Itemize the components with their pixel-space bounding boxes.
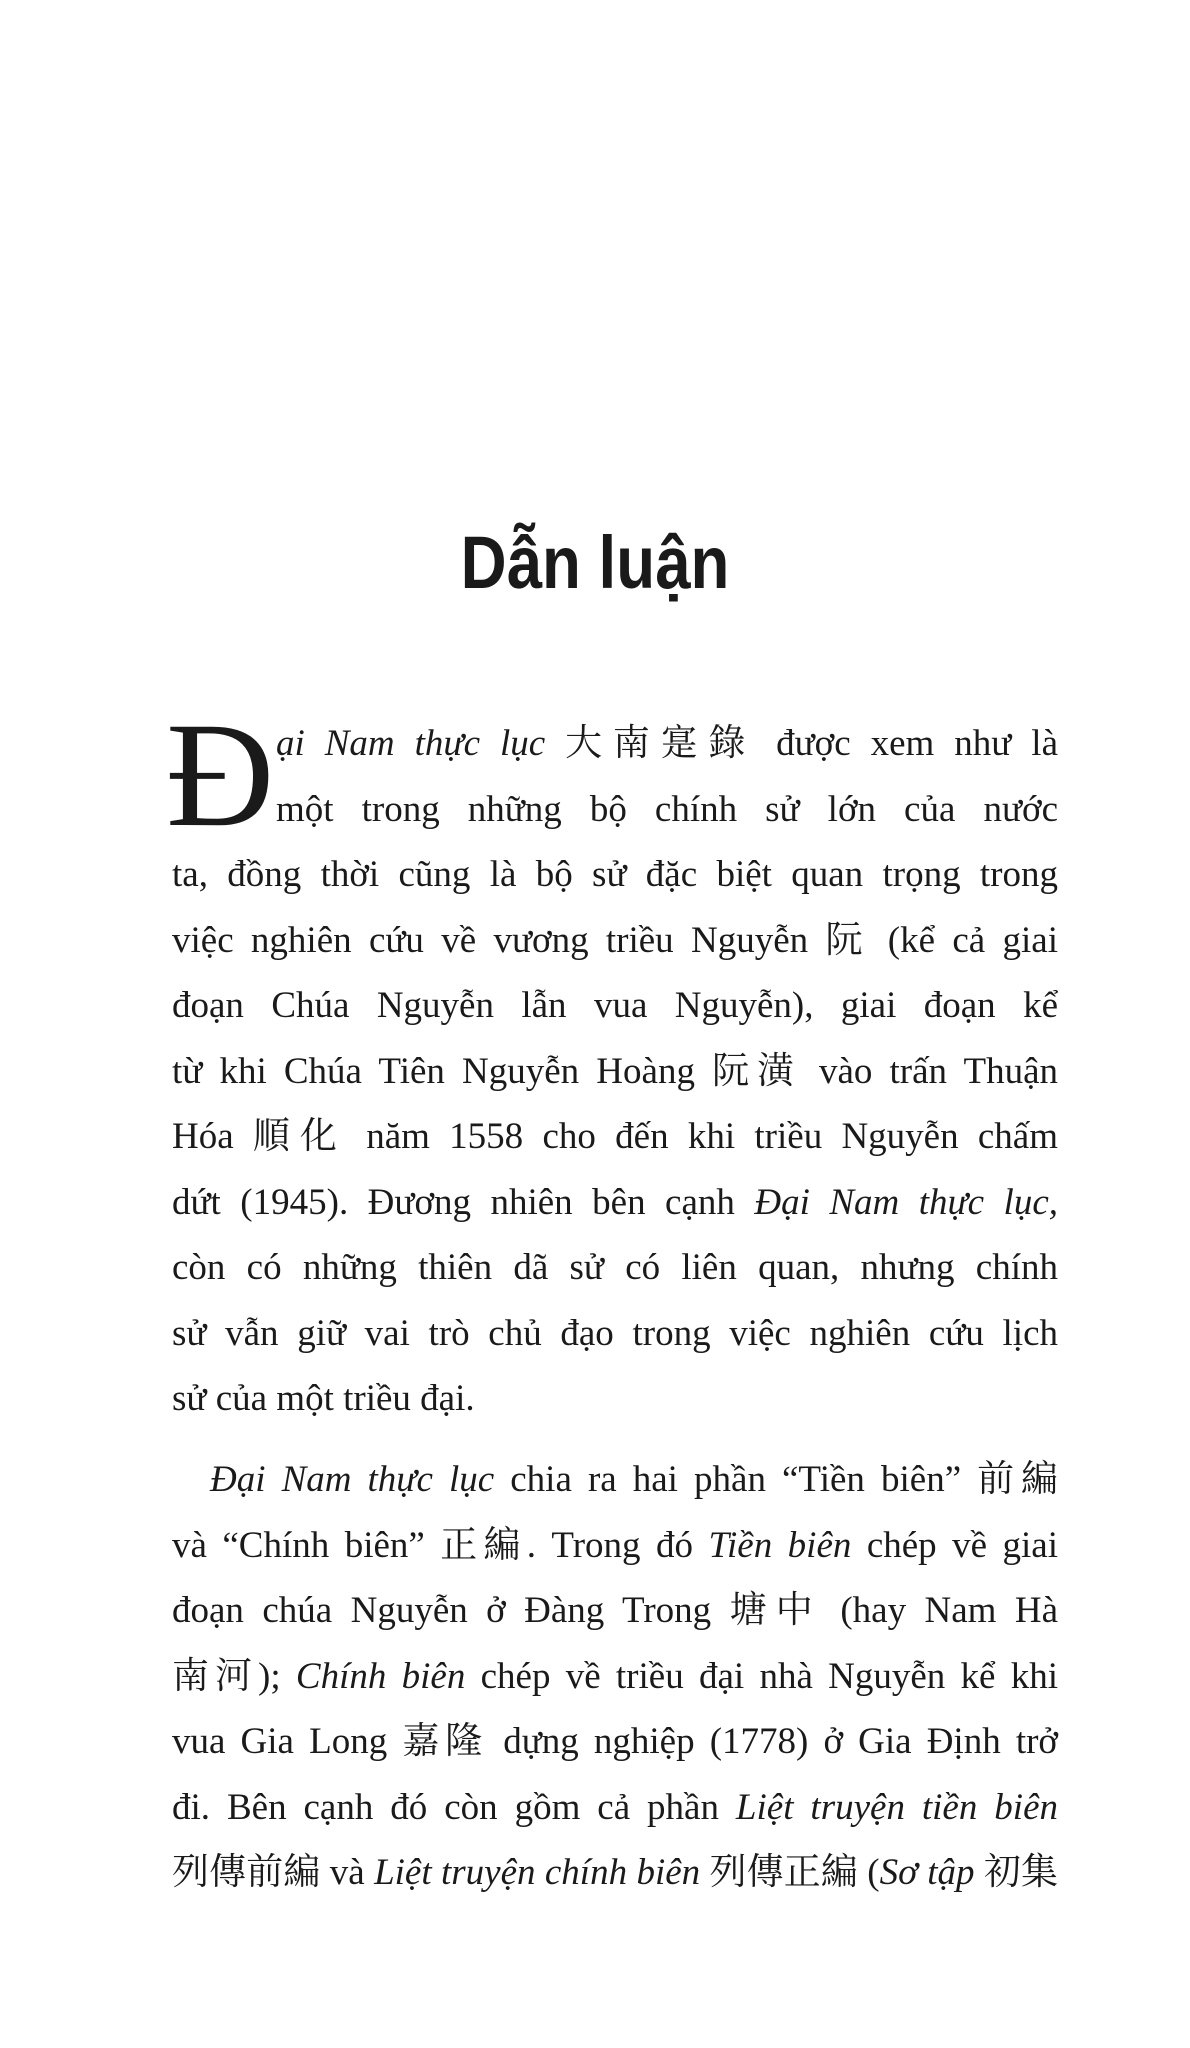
italic-text: Liệt truyện tiền biên bbox=[735, 1786, 1058, 1828]
text-segment: đi. Bên cạnh đó còn gồm cả phần bbox=[172, 1786, 736, 1828]
italic-text: Chính biên bbox=[295, 1655, 466, 1697]
text-segment: còn có những thiên dã sử có liên quan, nhưng chính bbox=[172, 1247, 1058, 1288]
text-segment: 列傳正編 ( bbox=[700, 1852, 880, 1893]
text-line bbox=[276, 788, 1058, 832]
text-line bbox=[276, 722, 1058, 766]
text-line bbox=[172, 1720, 1058, 1764]
text-line bbox=[172, 1851, 1058, 1895]
text-segment: 初集 bbox=[974, 1852, 1058, 1893]
text-line bbox=[210, 1458, 1058, 1502]
text-segment: việc nghiên cứu về vương triều Nguyễn 阮 (kể cả giai bbox=[172, 919, 1058, 961]
text-line bbox=[172, 1115, 1058, 1159]
text-segment: 大南寔錄 được xem như là bbox=[545, 723, 1059, 764]
text-segment: đoạn Chúa Nguyễn lẫn vua Nguyễn), giai đoạn kể bbox=[172, 985, 1058, 1026]
text-line bbox=[172, 919, 1058, 963]
text-segment: 南河); bbox=[172, 1655, 296, 1697]
italic-text: Đại Nam thực lục bbox=[210, 1459, 495, 1500]
text-line bbox=[172, 1312, 1058, 1356]
text-line bbox=[172, 1786, 1058, 1830]
italic-text: Sơ tập bbox=[879, 1852, 975, 1893]
text-segment: dứt (1945). Đương nhiên bên cạnh bbox=[172, 1181, 755, 1223]
italic-text: ại Nam thực lục bbox=[276, 723, 546, 764]
text-segment: Hóa 順化 năm 1558 cho đến khi triều Nguyễn chấm bbox=[172, 1116, 1058, 1157]
text-line bbox=[172, 1524, 1058, 1568]
text-segment: từ khi Chúa Tiên Nguyễn Hoàng 阮潢 vào trấn Thuận bbox=[172, 1050, 1058, 1092]
text-line bbox=[172, 1655, 1058, 1699]
text-segment: và “Chính biên” 正編. Trong đó bbox=[172, 1524, 709, 1566]
italic-text: Đại Nam thực lục, bbox=[754, 1181, 1058, 1223]
text-line bbox=[172, 853, 1058, 897]
text-segment: chia ra hai phần “Tiền biên” 前編 bbox=[494, 1459, 1059, 1500]
text-line bbox=[172, 1589, 1058, 1633]
text-segment: vua Gia Long 嘉隆 dựng nghiệp (1778) ở Gia Định trở bbox=[172, 1721, 1058, 1762]
text-line bbox=[172, 1050, 1058, 1094]
text-segment: chép về giai bbox=[851, 1524, 1058, 1566]
text-line bbox=[172, 1181, 1058, 1225]
drop-cap: Đ bbox=[166, 692, 275, 858]
text-segment: đoạn chúa Nguyễn ở Đàng Trong 塘中 (hay Nam Hà bbox=[172, 1590, 1058, 1631]
text-segment: một trong những bộ chính sử lớn của nước bbox=[276, 788, 1058, 830]
text-line bbox=[172, 1377, 1058, 1421]
text-segment: 列傳前編 và bbox=[172, 1852, 375, 1893]
italic-text: Liệt truyện chính biên bbox=[374, 1852, 701, 1893]
text-line bbox=[172, 1246, 1058, 1290]
chapter-title: Dẫn luận bbox=[460, 521, 730, 604]
text-segment: sử vẫn giữ vai trò chủ đạo trong việc nghiên cứu lịch bbox=[172, 1312, 1058, 1354]
text-segment: sử của một triều đại. bbox=[172, 1378, 475, 1419]
text-segment: ta, đồng thời cũng là bộ sử đặc biệt quan trọng trong bbox=[172, 854, 1058, 895]
text-segment: chép về triều đại nhà Nguyễn kể khi bbox=[465, 1655, 1058, 1697]
text-line bbox=[172, 984, 1058, 1028]
italic-text: Tiền biên bbox=[708, 1524, 852, 1566]
